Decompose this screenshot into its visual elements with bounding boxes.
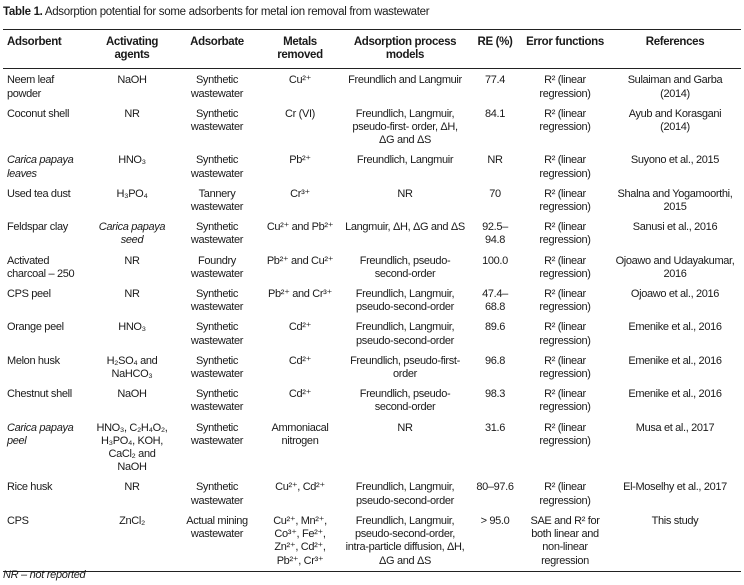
- table-row: [3, 283, 741, 316]
- footnote: NR – not reported: [3, 569, 86, 581]
- cell-re: NR: [487, 154, 503, 167]
- cell-re: > 95.0: [480, 514, 510, 527]
- cell-models: Freundlich, Langmuir, pseudo-first- order, ΔH, ΔG and ΔS: [352, 107, 458, 147]
- cell-error: R² (linear regression): [539, 221, 591, 247]
- cell-adsorbent: Activated charcoal – 250: [7, 254, 75, 280]
- cell-agents: NR: [124, 288, 140, 301]
- header-row: [3, 30, 741, 69]
- header-metals-removed: Metals removed: [277, 36, 323, 62]
- cell-re: 92.5–94.8: [482, 221, 508, 247]
- cell-models: Freundlich, pseudo-second-order: [359, 388, 451, 414]
- cell-models: Freundlich, pseudo-first-order: [350, 354, 460, 381]
- cell-models: Freundlich, pseudo-second-order: [359, 254, 451, 280]
- cell-agents: NaOH: [117, 388, 147, 401]
- cell-ref: This study: [651, 514, 699, 527]
- cell-error: R² (linear regression): [539, 254, 591, 280]
- cell-agents: HNO₃: [118, 321, 146, 334]
- cell-re: 84.1: [484, 107, 505, 120]
- cell-ref: Emenike et al., 2016: [628, 354, 722, 367]
- cell-models: NR: [397, 421, 413, 434]
- cell-metals: Cu²⁺, Cd²⁺: [275, 481, 325, 494]
- table-row: [3, 69, 741, 103]
- cell-adsorbent: Melon husk: [7, 354, 60, 367]
- cell-adsorbent: Carica papaya leaves: [7, 154, 74, 180]
- cell-models: Freundlich, Langmuir, pseudo-second-order: [355, 321, 455, 347]
- cell-re: 80–97.6: [476, 481, 514, 494]
- cell-error: R² (linear regression): [539, 421, 591, 447]
- cell-adsorbate: Synthetic wastewater: [190, 388, 244, 414]
- cell-models: Freundlich and Langmuir: [348, 74, 462, 87]
- cell-adsorbent: Neem leaf powder: [7, 74, 54, 100]
- cell-adsorbate: Synthetic wastewater: [190, 481, 244, 507]
- header-models: Adsorption process models: [353, 36, 457, 62]
- table-row: [3, 250, 741, 283]
- cell-agents: H₃PO₄: [116, 187, 148, 200]
- cell-models: Freundlich, Langmuir, pseudo-second-order: [355, 481, 455, 507]
- cell-agents: NR: [124, 481, 140, 494]
- cell-adsorbent: Rice husk: [7, 481, 53, 494]
- cell-ref: Ayub and Korasgani (2014): [628, 107, 722, 134]
- cell-adsorbate: Synthetic wastewater: [190, 221, 244, 247]
- cell-agents: NR: [124, 254, 140, 267]
- table-row: [3, 383, 741, 416]
- cell-adsorbent: CPS peel: [7, 288, 51, 301]
- cell-metals: Ammoniacal nitrogen: [271, 421, 329, 447]
- cell-error: R² (linear regression): [539, 74, 591, 100]
- cell-metals: Cr (VI): [285, 107, 315, 120]
- cell-re: 47.4–68.8: [482, 288, 508, 314]
- cell-metals: Pb²⁺ and Cr³⁺: [268, 288, 332, 301]
- cell-re: 31.6: [484, 421, 505, 434]
- cell-re: 77.4: [484, 74, 505, 87]
- cell-adsorbent: Used tea dust: [7, 187, 71, 200]
- cell-models: Freundlich, Langmuir, pseudo-second-order, intra-particle diffusion, ΔH, ΔG and ΔS: [345, 514, 465, 567]
- table-row: [3, 476, 741, 509]
- caption-text: Adsorption potential for some adsorbents for metal ion removal from wastewater: [42, 6, 430, 18]
- header-adsorbent: Adsorbent: [7, 36, 62, 48]
- table-row: [3, 183, 741, 216]
- cell-adsorbate: Foundry wastewater: [190, 254, 244, 280]
- cell-re: 70: [489, 187, 501, 200]
- cell-re: 100.0: [482, 254, 508, 267]
- cell-ref: Sanusi et al., 2016: [632, 221, 718, 234]
- cell-metals: Cu²⁺ and Pb²⁺: [266, 221, 334, 234]
- cell-ref: Ojoawo and Udayakumar, 2016: [615, 254, 735, 280]
- cell-adsorbent: Carica papaya peel: [7, 421, 74, 447]
- cell-ref: Emenike et al., 2016: [628, 388, 722, 401]
- cell-adsorbent: CPS: [7, 514, 29, 527]
- header-error-functions: Error functions: [526, 36, 604, 48]
- cell-agents: ZnCl₂: [119, 514, 145, 527]
- cell-adsorbent: Orange peel: [7, 321, 64, 334]
- header-adsorbate: Adsorbate: [190, 36, 244, 48]
- table-row: [3, 149, 741, 182]
- cell-ref: Sulaiman and Garba (2014): [627, 74, 723, 100]
- cell-agents: H₂SO₄ and NaHCO₃: [106, 354, 158, 381]
- cell-error: SAE and R² for both linear and non-linear regression: [530, 514, 600, 567]
- cell-adsorbate: Synthetic wastewater: [190, 74, 244, 100]
- cell-agents: HNO₃: [118, 154, 146, 167]
- cell-agents: Carica papaya seed: [98, 221, 166, 247]
- cell-agents: NaOH: [117, 74, 147, 87]
- table-row: [3, 316, 741, 349]
- cell-error: R² (linear regression): [539, 154, 591, 180]
- cell-metals: Pb²⁺: [289, 154, 311, 167]
- caption-label: Table 1.: [3, 6, 43, 18]
- cell-ref: Emenike et al., 2016: [628, 321, 722, 334]
- table-row: [3, 103, 741, 150]
- table-row: [3, 510, 741, 571]
- cell-ref: Shalna and Yogamoorthi, 2015: [617, 187, 733, 214]
- table-row: [3, 417, 741, 477]
- cell-models: Langmuir, ΔH, ΔG and ΔS: [345, 221, 465, 234]
- cell-metals: Cd²⁺: [288, 354, 312, 367]
- cell-error: R² (linear regression): [539, 354, 591, 381]
- cell-error: R² (linear regression): [539, 187, 591, 214]
- table-row: [3, 350, 741, 383]
- table-caption: [3, 6, 429, 18]
- cell-error: R² (linear regression): [539, 481, 591, 507]
- cell-metals: Cd²⁺: [288, 388, 312, 401]
- cell-adsorbent: Coconut shell: [7, 107, 70, 120]
- cell-adsorbate: Synthetic wastewater: [190, 288, 244, 314]
- table-row: [3, 216, 741, 249]
- header-re: RE (%): [477, 36, 513, 48]
- cell-ref: Ojoawo et al., 2016: [630, 288, 720, 301]
- cell-metals: Pb²⁺ and Cu²⁺: [266, 254, 334, 267]
- cell-adsorbent: Feldspar clay: [7, 221, 68, 234]
- cell-re: 89.6: [484, 321, 505, 334]
- cell-error: R² (linear regression): [539, 321, 591, 347]
- cell-metals: Cu²⁺: [288, 74, 312, 87]
- cell-metals: Cr³⁺: [290, 187, 310, 200]
- cell-re: 98.3: [484, 388, 505, 401]
- cell-ref: Suyono et al., 2015: [630, 154, 720, 167]
- cell-error: R² (linear regression): [539, 288, 591, 314]
- cell-error: R² (linear regression): [539, 388, 591, 414]
- cell-models: NR: [397, 187, 413, 200]
- cell-re: 96.8: [484, 354, 505, 367]
- cell-adsorbate: Synthetic wastewater: [190, 354, 244, 381]
- cell-adsorbate: Tannery wastewater: [190, 187, 244, 214]
- header-activating-agents: Activating agents: [105, 36, 159, 62]
- cell-error: R² (linear regression): [539, 107, 591, 134]
- cell-adsorbent: Chestnut shell: [7, 388, 72, 401]
- cell-adsorbate: Synthetic wastewater: [190, 421, 244, 447]
- cell-metals: Cu²⁺, Mn²⁺, Co³⁺, Fe²⁺, Zn²⁺, Cd²⁺, Pb²⁺, Cr³⁺: [273, 514, 327, 567]
- cell-agents: NR: [124, 107, 140, 120]
- cell-adsorbate: Synthetic wastewater: [190, 107, 244, 134]
- cell-adsorbate: Synthetic wastewater: [190, 321, 244, 347]
- cell-ref: Musa et al., 2017: [635, 421, 715, 434]
- cell-ref: El-Moselhy et al., 2017: [623, 481, 727, 494]
- cell-models: Freundlich, Langmuir, pseudo-second-order: [355, 288, 455, 314]
- header-references: References: [645, 36, 705, 48]
- cell-metals: Cd²⁺: [288, 321, 312, 334]
- cell-adsorbate: Actual mining wastewater: [186, 514, 248, 541]
- cell-models: Freundlich, Langmuir: [356, 154, 454, 167]
- cell-adsorbate: Synthetic wastewater: [190, 154, 244, 180]
- adsorption-table: [3, 29, 741, 572]
- cell-agents: HNO₃, C₂H₄O₂, H₃PO₄, KOH, CaCl₂ and NaOH: [96, 421, 168, 474]
